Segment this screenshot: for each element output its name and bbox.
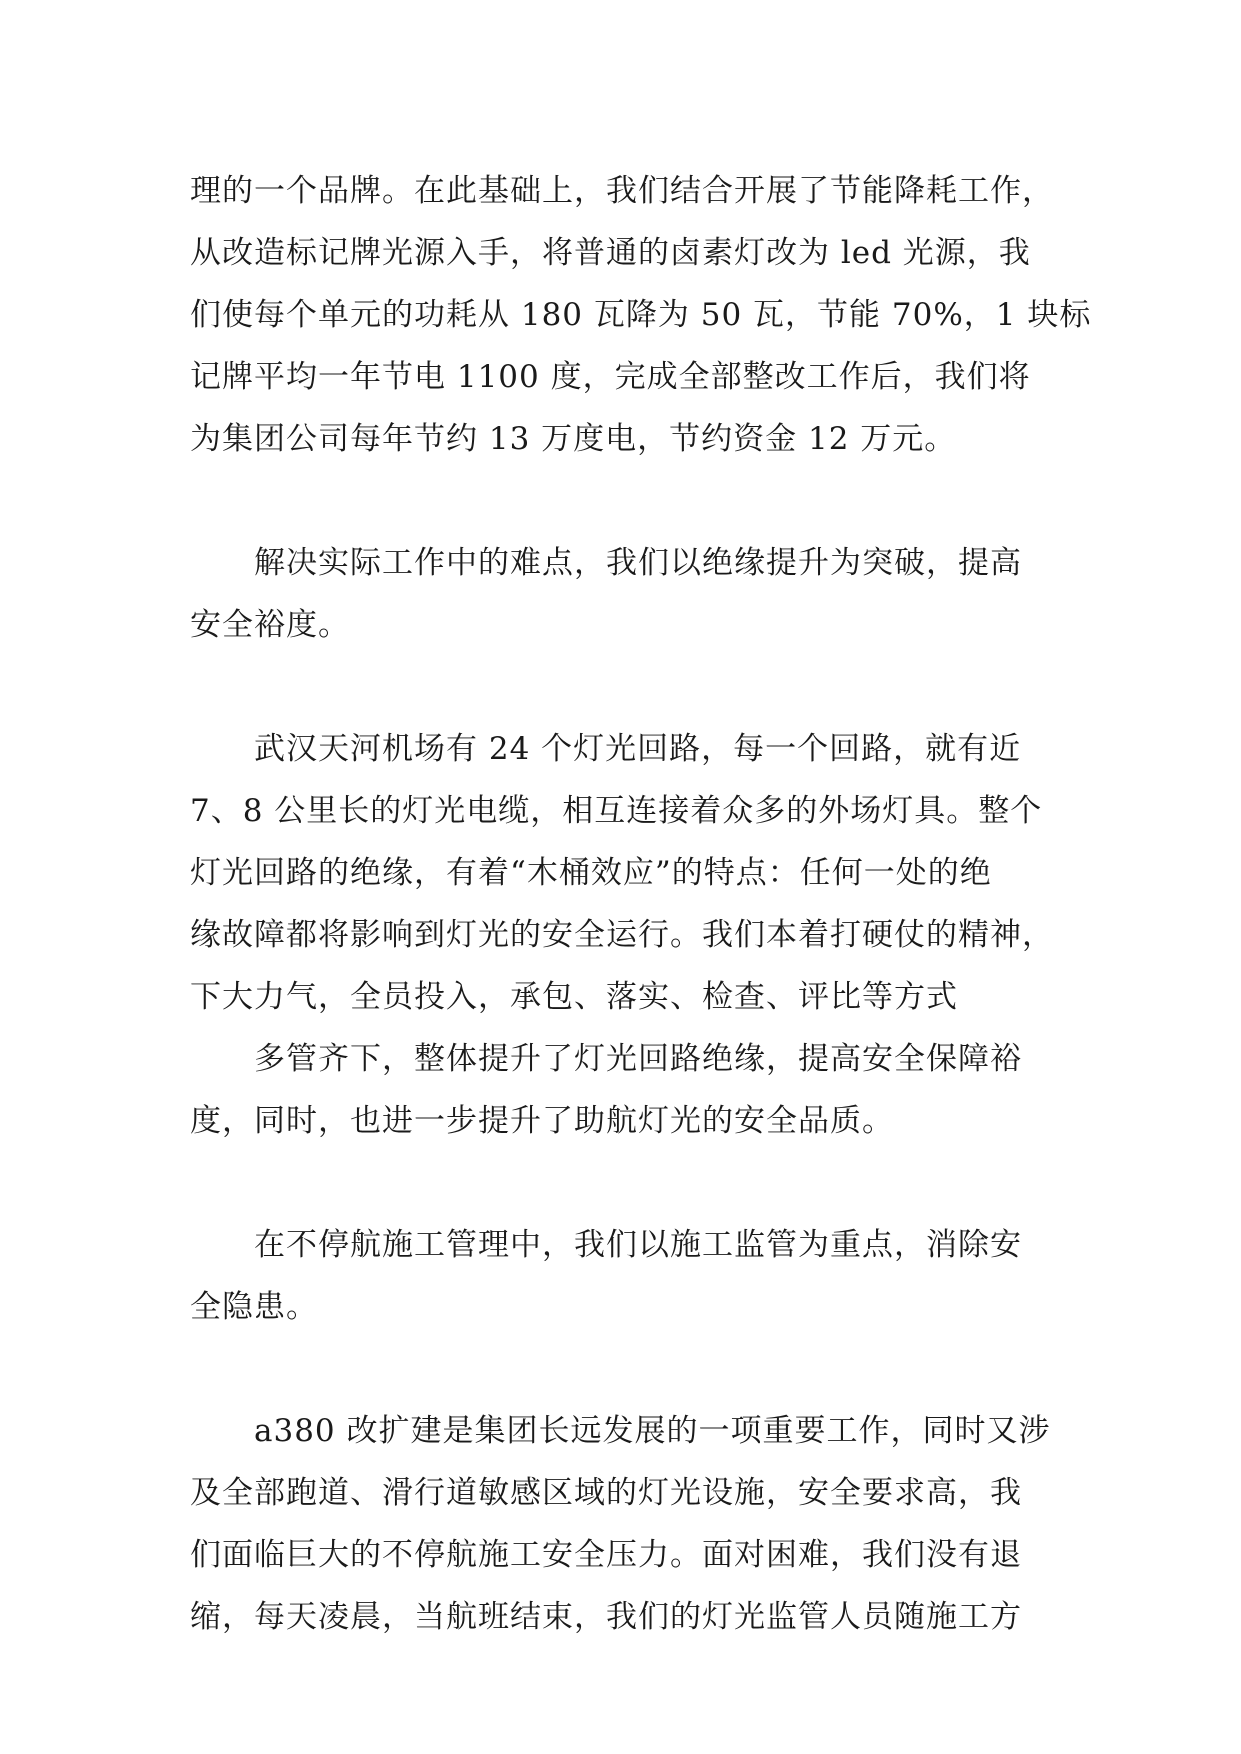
paragraph-line: 武汉天河机场有 24 个灯光回路，每一个回路，就有近 xyxy=(254,731,1022,767)
paragraph-line: 7、8 公里长的灯光电缆，相互连接着众多的外场灯具。整个 xyxy=(190,793,1043,829)
paragraph-line: 安全裕度。 xyxy=(190,607,350,643)
paragraph-gap xyxy=(190,656,1060,718)
paragraph-line: 及全部跑道、滑行道敏感区域的灯光设施，安全要求高，我 xyxy=(190,1475,1022,1511)
paragraph-gap xyxy=(190,470,1060,532)
paragraph-line: 们面临巨大的不停航施工安全压力。面对困难，我们没有退 xyxy=(190,1537,1022,1573)
paragraph-line: 多管齐下，整体提升了灯光回路绝缘，提高安全保障裕 xyxy=(254,1041,1022,1077)
paragraph-line: 为集团公司每年节约 13 万度电，节约资金 12 万元。 xyxy=(190,421,957,457)
paragraph-line: 在不停航施工管理中，我们以施工监管为重点，消除安 xyxy=(254,1227,1022,1263)
paragraph-line: a380 改扩建是集团长远发展的一项重要工作，同时又涉 xyxy=(254,1413,1051,1449)
paragraph-line: 全隐患。 xyxy=(190,1289,318,1325)
paragraph-line: 理的一个品牌。在此基础上，我们结合开展了节能降耗工作， xyxy=(190,173,1054,209)
paragraph-line: 下大力气，全员投入，承包、落实、检查、评比等方式 xyxy=(190,979,958,1015)
paragraph-line: 们使每个单元的功耗从 180 瓦降为 50 瓦，节能 70%，1 块标 xyxy=(190,297,1092,333)
paragraph-gap xyxy=(190,1152,1060,1214)
paragraph-line: 解决实际工作中的难点，我们以绝缘提升为突破，提高 xyxy=(254,545,1022,581)
document-body xyxy=(190,160,1092,1648)
paragraph-line: 缩，每天凌晨，当航班结束，我们的灯光监管人员随施工方 xyxy=(190,1599,1022,1635)
paragraph-line: 从改造标记牌光源入手，将普通的卤素灯改为 led 光源，我 xyxy=(190,235,1031,271)
paragraph-line: 缘故障都将影响到灯光的安全运行。我们本着打硬仗的精神， xyxy=(190,917,1054,953)
paragraph-line: 记牌平均一年节电 1100 度，完成全部整改工作后，我们将 xyxy=(190,359,1031,395)
paragraph-gap xyxy=(190,1338,1060,1400)
paragraph-line: 度，同时，也进一步提升了助航灯光的安全品质。 xyxy=(190,1103,894,1139)
paragraph-line: 灯光回路的绝缘，有着“木桶效应”的特点：任何一处的绝 xyxy=(190,855,992,891)
